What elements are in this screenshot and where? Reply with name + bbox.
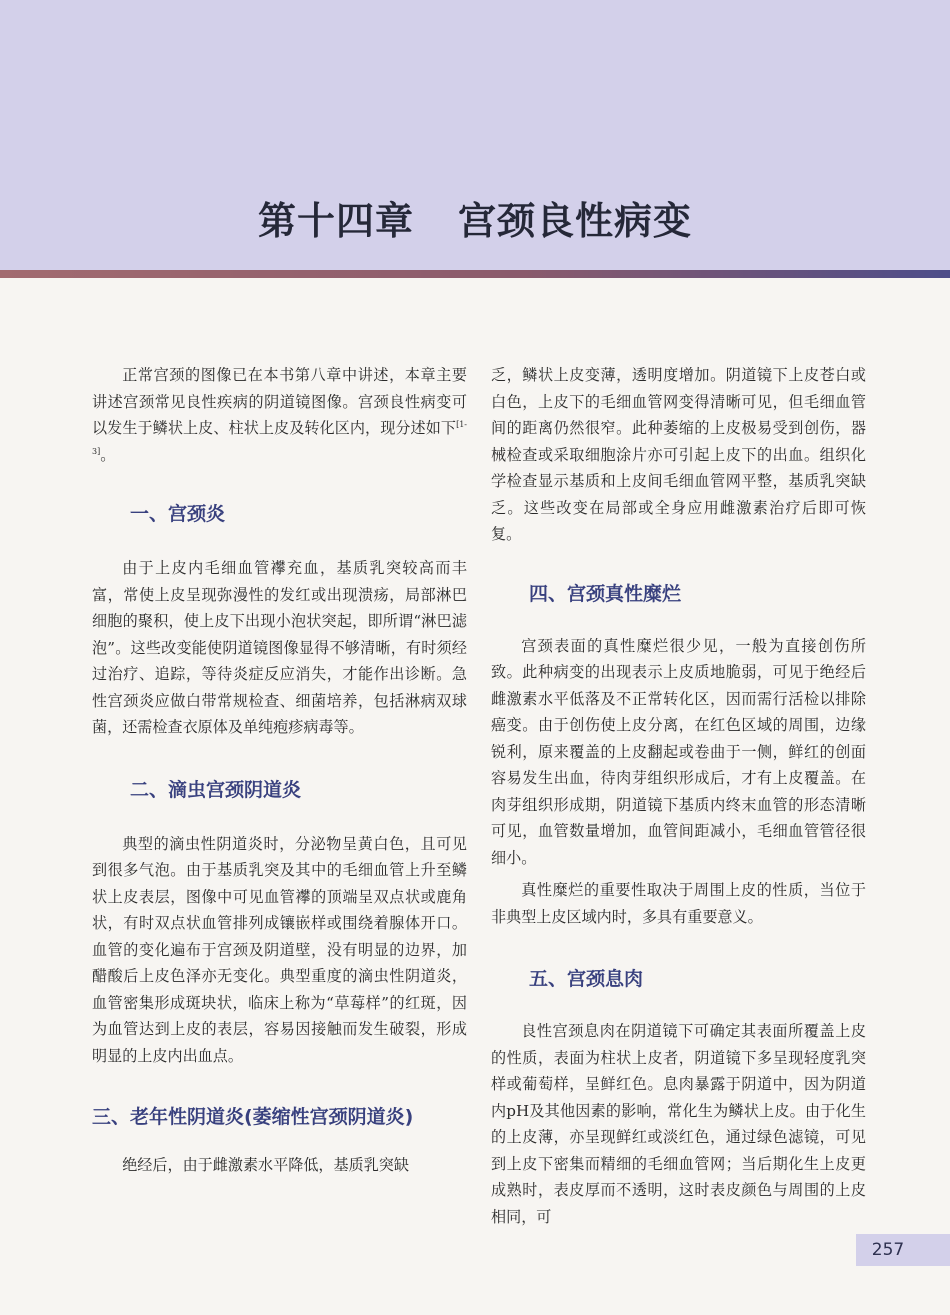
- page-number: 257: [871, 1240, 905, 1260]
- citation-ref: [1-3]: [92, 419, 467, 456]
- section-body-polyp: 良性宫颈息肉在阴道镜下可确定其表面所覆盖上皮的性质，表面为柱状上皮者，阴道镜下多呈现轻度乳突样或葡萄样，呈鲜红色。息肉暴露于阴道中，因为阴道内pH及其他因素的影响，常化生为鳞状上皮。由于化生的上皮薄，亦呈现鲜红或淡红色，通过绿色滤镜，可见到上皮下密集而精细的毛细血管网；当后期化生上皮更成熟时，表皮厚而不透明，这时表皮颜色与周围的上皮相同，可: [491, 1022, 866, 1226]
- section-heading-cervicitis: 一、宫颈炎: [130, 503, 226, 525]
- section-body-true-erosion: 宫颈表面的真性糜烂很少见，一般为直接创伤所致。此种病变的出现表示上皮质地脆弱，可见于绝经后雌激素水平低落及不正常转化区，因而需行活检以排除癌变。由于创伤使上皮分离，在红色区域的周围，边缘锐利，原来覆盖的上皮翻起或卷曲于一侧，鲜红的创面容易发生出血，待肉芽组织形成后，才有上皮覆盖。在肉芽组织形成期，阴道镜下基质内终末血管的形态清晰可见，血管数量增加，血管间距减小，毛细血管管径很细小。: [491, 636, 866, 867]
- section-body-atrophic-start: 绝经后，由于雌激素水平降低，基质乳突缺: [122, 1156, 409, 1174]
- chapter-number: 第十四章: [257, 199, 414, 243]
- left-column: [92, 362, 467, 1179]
- atrophic-heading-text: 三、老年性阴道炎(萎缩性宫颈阴道炎): [92, 1106, 414, 1128]
- header-divider-rule: [0, 270, 950, 278]
- section-body-atrophic-cont: 乏，鳞状上皮变薄，透明度增加。阴道镜下上皮苍白或白色，上皮下的毛细血管网变得清晰可见，但毛细血管间的距离仍然很窄。此种萎缩的上皮极易受到创伤，器械检查或采取细胞涂片亦可引起上皮下的出血。组织化学检查显示基质和上皮间毛细血管网平整，基质乳突缺乏。这些改变在局部或全身应用雌激素治疗后即可恢复。: [491, 366, 866, 543]
- right-column: [491, 362, 866, 1230]
- intro-end: 。: [100, 445, 116, 464]
- section-heading-trichomonas: 二、滴虫宫颈阴道炎: [130, 778, 302, 801]
- intro-paragraph: [92, 362, 467, 468]
- chapter-name: 宫颈良性病变: [458, 199, 693, 243]
- chapter-title: [0, 190, 950, 245]
- section-body-cervicitis: 由于上皮内毛细血管襻充血，基质乳突较高而丰富，常使上皮呈现弥漫性的发红或出现溃疡，局部淋巴细胞的聚积，使上皮下出现小泡状突起，即所谓“淋巴滤泡”。这些改变能使阴道镜图像显得不够清晰，有时须经过治疗、追踪，等待炎症反应消失，才能作出诊断。急性宫颈炎应做白带常规检查、细菌培养，包括淋病双球菌，还需检查衣原体及单纯疱疹病毒等。: [92, 559, 467, 736]
- section-heading-true-erosion: 四、宫颈真性糜烂: [529, 582, 682, 605]
- section-body-true-erosion-2: 真性糜烂的重要性取决于周围上皮的性质，当位于非典型上皮区域内时，多具有重要意义。: [491, 881, 866, 926]
- intro-text: 正常宫颈的图像已在本书第八章中讲述，本章主要讲述宫颈常见良性疾病的阴道镜图像。宫颈良性病变可以发生于鳞状上皮、柱状上皮及转化区内，现分述如下: [92, 366, 467, 437]
- section-heading-atrophic: [54, 1104, 467, 1130]
- section-body-trichomonas: 典型的滴虫性阴道炎时，分泌物呈黄白色，且可见到很多气泡。由于基质乳突及其中的毛细血管上升至鳞状上皮表层，图像中可见血管襻的顶端呈双点状或鹿角状，有时双点状血管排列成镶嵌样或围绕着腺体开口。血管的变化遍布于宫颈及阴道壁，没有明显的边界，加醋酸后上皮色泽亦无变化。典型重度的滴虫性阴道炎，血管密集形成斑块状，临床上称为“草莓样”的红斑，因为血管达到上皮的表层，容易因接触而发生破裂，形成明显的上皮内出血点。: [92, 834, 467, 1065]
- section-heading-polyp: 五、宫颈息肉: [529, 968, 644, 990]
